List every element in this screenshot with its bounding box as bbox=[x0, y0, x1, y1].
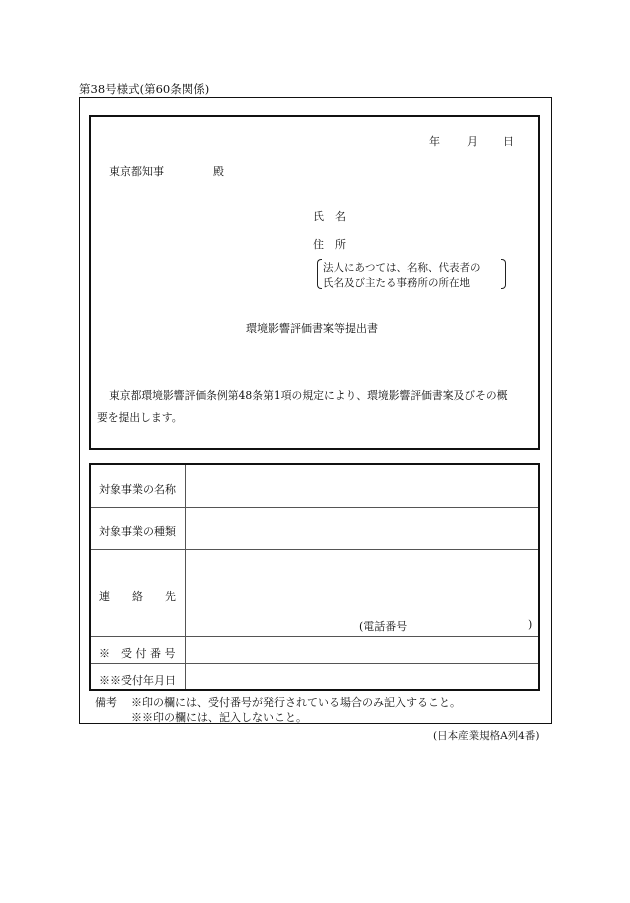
corp-note-line2: 氏名及び主たる事務所の所在地 bbox=[323, 277, 470, 289]
honorific: 殿 bbox=[213, 165, 224, 178]
name-label: 氏 名 bbox=[313, 210, 346, 223]
row-label-receipt-date: ※※受付年月日 bbox=[99, 674, 176, 687]
form-number: 第38号様式(第60条関係) bbox=[79, 82, 210, 96]
corp-note-line1: 法人にあつては、名称、代表者の bbox=[323, 262, 481, 274]
phone-close: ) bbox=[528, 618, 533, 631]
table-column-divider bbox=[185, 465, 186, 689]
project-info-table bbox=[89, 463, 540, 691]
addressee: 東京都知事 bbox=[109, 165, 164, 178]
date-day[interactable]: 日 bbox=[503, 135, 514, 148]
project-type-field[interactable] bbox=[187, 508, 538, 549]
address-label: 住 所 bbox=[313, 238, 346, 251]
remarks-line2: ※※印の欄には、記入しないこと。 bbox=[131, 711, 307, 724]
contact-field[interactable] bbox=[187, 550, 538, 610]
remarks-heading: 備考 bbox=[95, 696, 117, 709]
receipt-number-field[interactable] bbox=[187, 637, 538, 663]
remarks-line1: ※印の欄には、受付番号が発行されている場合のみ記入すること。 bbox=[131, 696, 461, 709]
submission-section bbox=[89, 115, 540, 450]
row-label-receipt-number: ※ 受 付 番 号 bbox=[99, 647, 176, 660]
project-name-field[interactable] bbox=[187, 465, 538, 507]
bracket-left bbox=[317, 259, 322, 289]
row-label-contact: 連 絡 先 bbox=[99, 590, 176, 603]
bracket-right bbox=[501, 259, 506, 289]
paper-standard-note: (日本産業規格A列4番) bbox=[433, 730, 540, 742]
body-text-line1: 東京都環境影響評価条例第48条第1項の規定により、環境影響評価書案及びその概 bbox=[109, 389, 508, 402]
body-text-line2: 要を提出します。 bbox=[97, 411, 183, 424]
phone-label: (電話番号 bbox=[359, 620, 408, 633]
row-label-project-type: 対象事業の種類 bbox=[99, 525, 176, 538]
date-month[interactable]: 月 bbox=[467, 135, 478, 148]
date-year[interactable]: 年 bbox=[429, 135, 440, 148]
document-title: 環境影響評価書案等提出書 bbox=[246, 322, 378, 335]
row-label-project-name: 対象事業の名称 bbox=[99, 483, 176, 496]
receipt-date-field[interactable] bbox=[187, 664, 538, 689]
